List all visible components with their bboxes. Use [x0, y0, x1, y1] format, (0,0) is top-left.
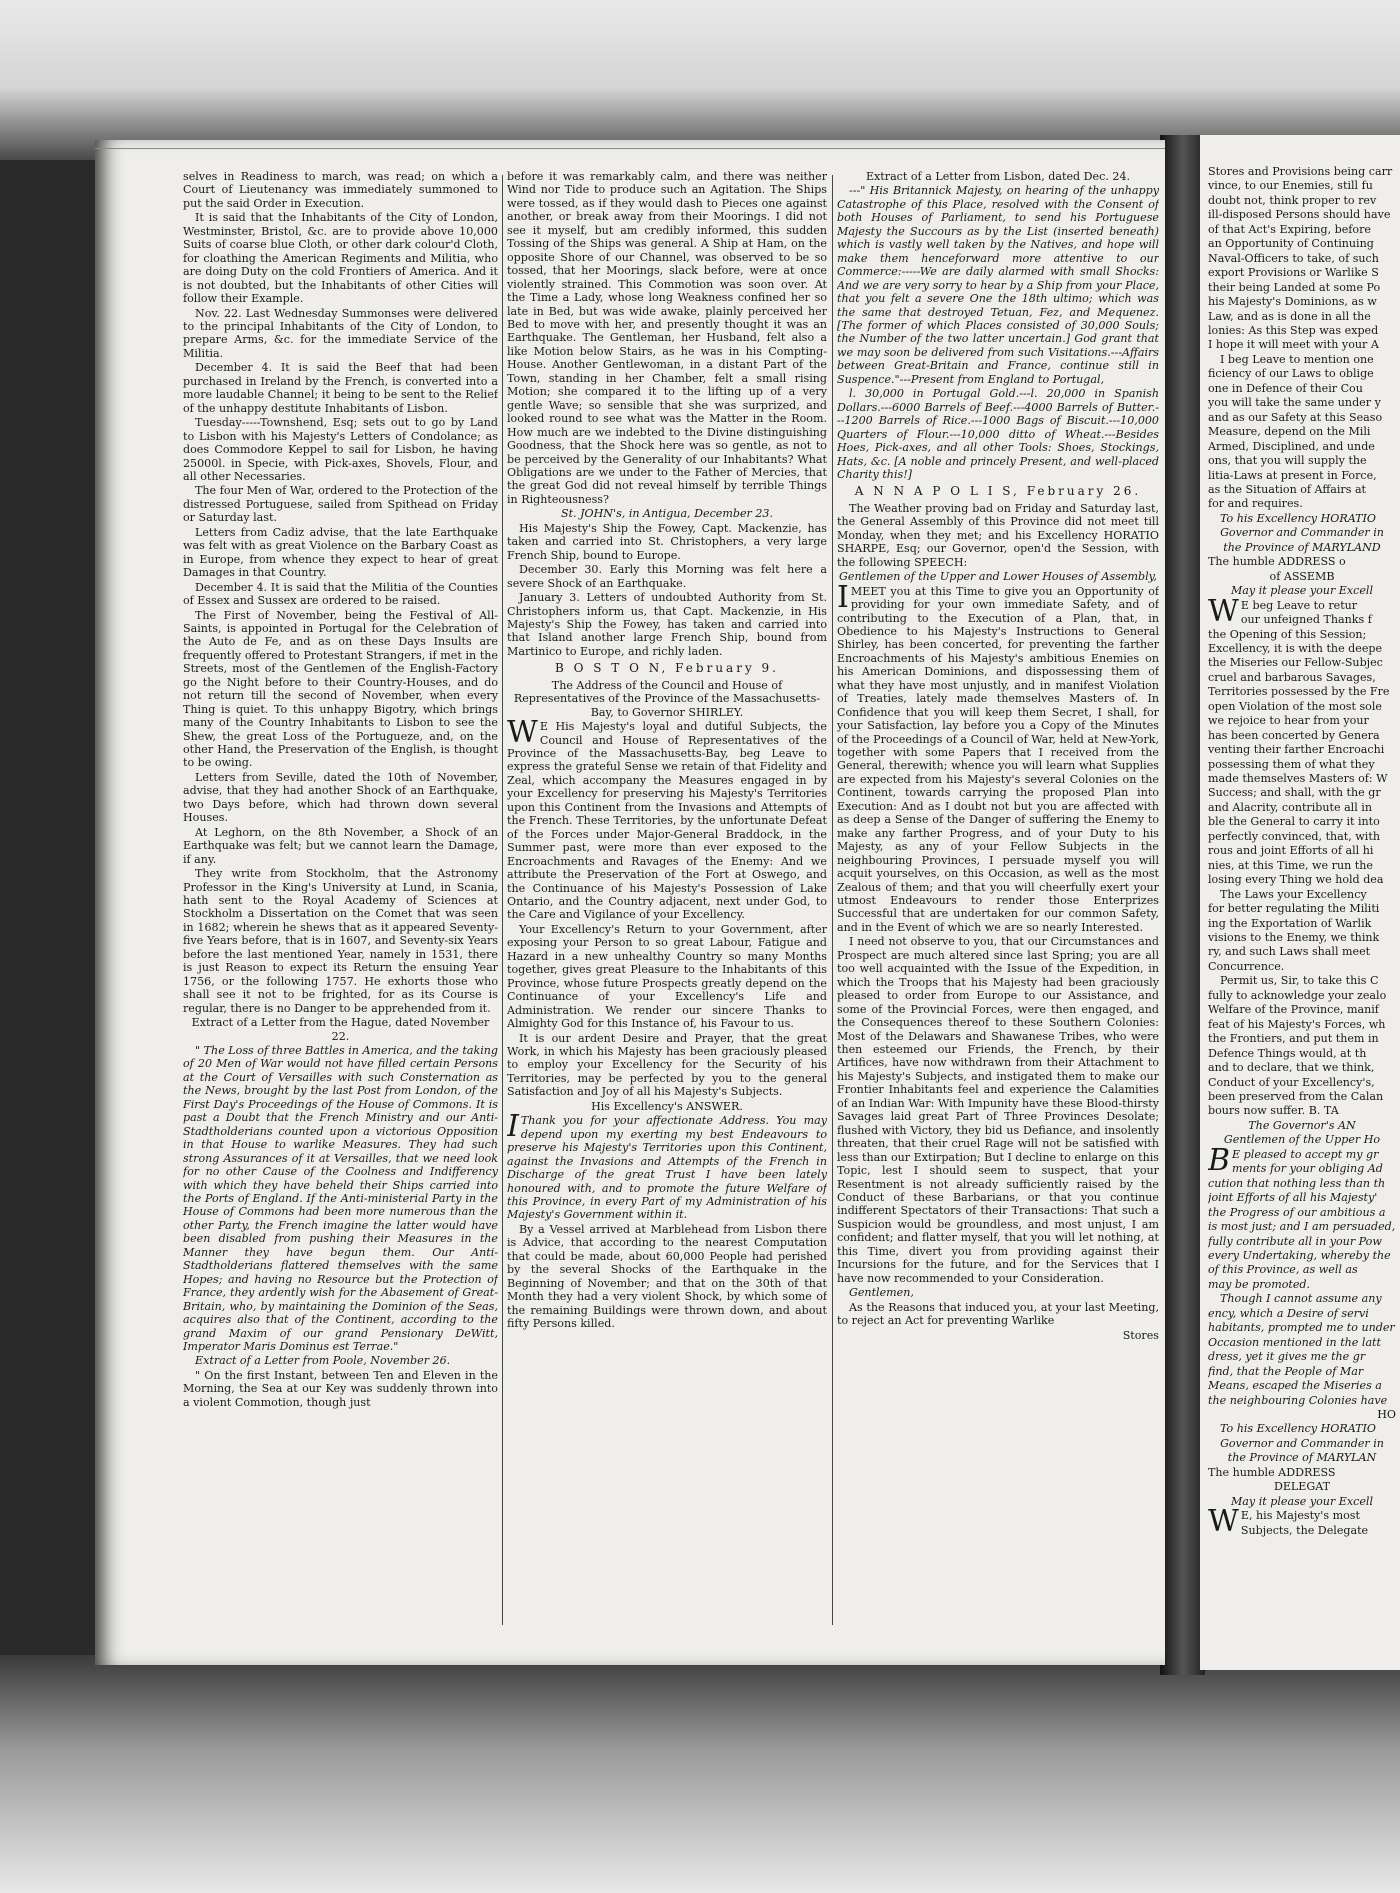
article-paragraph: I MEET you at this Time to give you an Opportunity of providing for your own immediate Safety, and of contributing to the Execution of a Plan, that, in Obedience to his Majesty's Instructions to General Shirley, has been concerted, for preventing the farther Encroachments of his Majesty's ambitious Enemies on his American Dominions, and dispossessing them of what they have most unjustly, and in manifest Violation of Treaties, lately made themselves Masters of. In Confidence that you will keep them Secret, I shall, for your Satisfaction, lay before you a Copy of the Minutes of the Proceedings of a Council of War, held at New-York, together with some Papers that I received from the General, therewith; whence you will learn what Supplies are expected from his Majesty's several Colonies on the Continent, towards carrying the proposed Plan into Execution: And as I doubt not but you are affected with as deep a Sense of the Danger of suffering the Enemy to make any farther Progress, and of your Duty to his Majesty, as any of your Fellow Subjects in the neighbouring Provinces, I persuade myself you will acquit yourselves, on this Occasion, as well as the most Zealous of them; and that you will cheerfully exert your utmost Endeavours to render those Enterprizes Successful that are undertaken for our common Safety, and in the Event of which we are so nearly Interested.	[837, 579, 1159, 934]
article-paragraph: one in Defence of their Cou	[1208, 381, 1363, 395]
article-paragraph: l. 30,000 in Portugal Gold.---l. 20,000 in Spanish Dollars.---6000 Barrels of Beef.---4000 Barrels of Butter.---1200 Barrels of Rice.---1000 Bags of Biscuit.---10,000 Quarters of Flour.---10,000 ditto of Wheat.---Besides Hoes, Pick-axes, and all other Tools: Shoes, Stockings, Hats, &c. [A noble and princely Present, and well-placed Charity this!]	[837, 387, 1159, 481]
article-paragraph: ---" His Britannick Majesty, on hearing of the unhappy Catastrophe of this Place, resolved with the Consent of both Houses of Parliament, to send his Portuguese Majesty the Succours as by the List (inserted beneath) which is vastly well taken by the Natives, and hope will make them henceforward more attentive to our Commerce:-----We are daily alarmed with small Shocks: And we are very sorry to hear by a Ship from your Place, that you felt a severe One the 18th ultimo; which was the same that destroyed Tetuan, Fez, and Mequenez. [The former of which Places consisted of 30,000 Souls; the Number of the two latter uncertain.] God grant that we may soon be delivered from such Visitations.---Affairs between Great-Britain and France, continue still in Suspence."---Present from England to Portugal,	[837, 184, 1159, 386]
article-paragraph: ency, which a Desire of servi	[1208, 1306, 1369, 1320]
article-paragraph: and Alacrity, contribute all in	[1208, 800, 1373, 814]
article-paragraph: Concurrence.	[1208, 959, 1285, 973]
article-paragraph: Law, and as is done in all the	[1208, 309, 1371, 323]
article-paragraph: As the Reasons that induced you, at your last Meeting, to reject an Act for preventing Warlike	[837, 1300, 1159, 1328]
article-paragraph: for better regulating the Militi	[1208, 902, 1380, 916]
article-paragraph: ill-disposed Persons should have	[1208, 208, 1391, 222]
article-paragraph: ing the Exportation of Warlik	[1208, 916, 1372, 930]
article-paragraph: Territories possessed by the Fre	[1208, 685, 1390, 699]
article-paragraph: open Violation of the most sole	[1208, 699, 1382, 713]
article-paragraph: before it was remarkably calm, and there was neither Wind nor Tide to produce such an Agitation. The Ships were tossed, as if they would dash to Pieces one against another, or break away from their Moorings. I did not see it myself, but am credibly informed, this sudden Tossing of the Ships was general. A Ship at Ham, on the opposite Shore of our Channel, was observed to be so tossed, that her Moorings, slack before, were at once violently strained. This Commotion was soon over. At the Time a Lady, whose long Weakness confined her so late in Bed, but was wide awake, plainly perceived her Bed to move with her, and presently thought it was an Earthquake. The Gentleman, her Husband, felt also a like Motion below Stairs, as he was in his Compting-House. Another Gentlewoman, in a distant Part of the Town, standing in her Chamber, felt a small rising Motion; she compared it to the lifting up of a very gentle Wave; so sensible that she was surprized, and looked round to see what was the Matter in the Room. How much are we indebted to the Divine distinguishing Goodness, that the Shock here was so gentle, as not to be perceived by the Generality of our Inhabitants? What Obligations are we under to the Father of Mercies, that the great God did not reveal himself by terrible Things in Righteousness?	[507, 170, 827, 506]
article-paragraph: rous and joint Efforts of all hi	[1208, 844, 1374, 858]
article-paragraph: fully to acknowledge your zealo	[1208, 988, 1387, 1002]
article-paragraph: as the Situation of Affairs at	[1208, 482, 1367, 496]
article-paragraph: been preserved from the Calan	[1208, 1090, 1384, 1103]
article-paragraph: the Miseries our Fellow-Subjec	[1208, 656, 1383, 670]
article-paragraph: the Progress of our ambitious a	[1208, 1205, 1386, 1219]
article-paragraph: W E, his Majesty's most	[1208, 1504, 1360, 1540]
article-paragraph: our unfeigned Thanks f	[1240, 613, 1372, 627]
article-paragraph: ficiency of our Laws to oblige	[1208, 367, 1374, 381]
article-paragraph: Stores	[1122, 1328, 1159, 1342]
article-paragraph: find, that the People of Mar	[1208, 1364, 1364, 1378]
article-paragraph: December 4. It is said that the Militia of the Counties of Essex and Sussex are ordered to be raised.	[183, 580, 498, 608]
article-paragraph: It is our ardent Desire and Prayer, that the great Work, in which his Majesty has been graciously pleased to employ your Excellency for the Security of his Territories, may be perfected by you to the general Satisfaction and Joy of all his Majesty's Subjects.	[507, 1031, 827, 1099]
article-paragraph: Means, escaped the Miseries a	[1208, 1379, 1382, 1393]
article-paragraph: is most just; and I am persuaded,	[1208, 1220, 1396, 1234]
text-column-1	[183, 170, 498, 1650]
article-paragraph: nies, at this Time, we run the	[1208, 858, 1373, 872]
article-paragraph: ments for your obliging Ad	[1232, 1162, 1383, 1176]
article-paragraph: Extract of a Letter from the Hague, dated November 22.	[191, 1016, 490, 1043]
article-paragraph: the neighbouring Colonies have	[1208, 1393, 1388, 1407]
article-paragraph: Naval-Officers to take, of such	[1208, 251, 1379, 265]
article-paragraph: January 3. Letters of undoubted Authority from St. Christophers inform us, that Capt. Mackenzie, in His Majesty's Ship the Fowey, has taken and carried into that Island another large French Ship, bound from Martinico to Europe, and richly laden.	[507, 591, 827, 658]
article-paragraph: At Leghorn, on the 8th November, a Shock of an Earthquake was felt; but we cannot learn the Damage, if any.	[183, 825, 498, 866]
article-paragraph: December 30. Early this Morning was felt here a severe Shock of an Earthquake.	[507, 563, 827, 590]
article-paragraph: Armed, Disciplined, and unde	[1208, 439, 1375, 453]
drop-cap-letter: I	[837, 579, 849, 615]
article-paragraph: The four Men of War, ordered to the Protection of the distressed Portuguese, sailed from Spithead on Friday or Saturday last.	[183, 484, 498, 525]
article-paragraph: The humble ADDRESS o	[1208, 555, 1346, 569]
article-paragraph: May it please your Excell	[1230, 1494, 1374, 1508]
article-paragraph: the Opening of this Session;	[1208, 627, 1367, 641]
article-paragraph: May it please your Excell	[1230, 584, 1374, 598]
article-paragraph: venting their farther Encroachi	[1208, 743, 1385, 757]
article-paragraph: Permit us, Sir, to take this C	[1220, 974, 1379, 988]
article-paragraph: lonies: As this Step was exped	[1208, 323, 1379, 337]
article-paragraph: Governor and Commander in	[1220, 1436, 1384, 1450]
article-paragraph: The First of November, being the Festival of All-Saints, is appointed in Portugal for the Celebration of the Auto de Fe, and as on these Days Insults are frequently offered to Protestant Strangers, if met in the Streets, most of the Gentlemen of the English-Factory go the Night before to their Country-Houses, and do not return till the second of November, when every Thing is quiet. To this unhappy Bigotry, which brings many of the Country Inhabitants to Lisbon to see the Shew, the great Loss of the Portugueze, and, on the other Hand, the Preservation of the English, is thought to be owing.	[183, 608, 498, 770]
article-paragraph: Conduct of your Excellency's,	[1208, 1075, 1375, 1089]
drop-cap-letter: W	[507, 715, 538, 751]
article-paragraph: fully contribute all in your Pow	[1208, 1234, 1382, 1248]
page-top-rule	[95, 148, 1165, 149]
article-paragraph: habitants, prompted me to under	[1208, 1321, 1395, 1335]
drop-cap-letter: I	[507, 1109, 519, 1145]
article-paragraph: Occasion mentioned in the latt	[1208, 1335, 1381, 1349]
article-paragraph: Subjects, the Delegate	[1240, 1523, 1369, 1537]
article-paragraph: perfectly convinced, that, with	[1208, 829, 1380, 843]
article-paragraph: the Province of MARYLAND	[1223, 540, 1381, 554]
article-paragraph: Tuesday-----Townshend, Esq; sets out to go by Land to Lisbon with his Majesty's Letters of Condolance; as does Commodore Keppel to sail for Lisbon, he having 25000l. in Specie, with Pick-axes, Shovels, Flour, and all other Necessaries.	[183, 416, 498, 483]
article-paragraph: Excellency, it is with the deepe	[1208, 641, 1383, 655]
article-paragraph: HO	[1377, 1407, 1396, 1421]
article-paragraph: cruel and barbarous Savages,	[1208, 670, 1376, 684]
article-paragraph: Welfare of the Province, manif	[1208, 1003, 1379, 1017]
article-paragraph: possessing them of what they	[1208, 757, 1375, 771]
article-paragraph: W E His Majesty's loyal and dutiful Subjects, the Council and House of Representatives of the Province of the Massachusetts-Bay, beg Leave to express the grateful Sense we retain of that Fidelity and Zeal, which accompany the Measures engaged in by your Excellency for preserving his Majesty's Territories upon this Continent from the Invasions and Attempts of the French. These Territories, by the unfortunate Defeat of the Forces under Major-General Braddock, in the Summer past, were more than ever exposed to the Encroachments and Ravages of the Enemy: And we attribute the Preservation of the Fort at Oswego, and the Continuance of his Majesty's Possession of Lake Ontario, and the Country adjacent, next under God, to the Care and Vigilance of your Excellency.	[507, 715, 827, 922]
dateline-heading: A N N A P O L I S, February 26.	[854, 484, 1142, 499]
column-rule	[502, 175, 503, 1625]
article-paragraph: His Majesty's Ship the Fowey, Capt. Mackenzie, has taken and carried into St. Christophers, a very large French Ship, bound to Europe.	[507, 521, 827, 562]
newspaper-page-right	[1200, 135, 1400, 1670]
article-paragraph: St. JOHN's, in Antigua, December 23.	[560, 507, 774, 521]
article-paragraph: To his Excellency HORATIO	[1220, 511, 1377, 525]
article-paragraph: joint Efforts of all his Majesty'	[1208, 1191, 1378, 1205]
column-rule	[832, 175, 833, 1625]
article-paragraph: Gentlemen,	[849, 1286, 914, 1300]
article-paragraph: Governor and Commander in	[1220, 526, 1384, 540]
article-paragraph: B E pleased to accept my gr	[1208, 1142, 1379, 1178]
text-column-4	[1208, 165, 1396, 1645]
article-paragraph: The Address of the Council and House of Representatives of the Province of the Massachusetts-Bay, to Governor SHIRLEY.	[513, 678, 821, 719]
article-paragraph: may be promoted.	[1208, 1277, 1311, 1291]
article-paragraph: Your Excellency's Return to your Government, after exposing your Person to so great Labour, Fatigue and Hazard in a new unhealthy Country so many Months together, gives great Pleasure to the Inhabitants of this Province, whose future Prospects greatly depend on the Continuance of your Excellency's Life and Administration. We render our sincere Thanks to Almighty God for this Instance of, his Favour to us.	[507, 922, 827, 1031]
article-paragraph: The Laws your Excellency	[1220, 887, 1367, 901]
article-paragraph: I beg Leave to mention one	[1220, 352, 1374, 366]
article-paragraph: and to declare, that we think,	[1208, 1061, 1375, 1075]
article-paragraph: has been concerted by Genera	[1208, 728, 1380, 742]
article-paragraph: Stores and Provisions being carr	[1208, 165, 1393, 178]
article-paragraph: an Opportunity of Continuing	[1208, 237, 1374, 251]
article-paragraph: selves in Readiness to march, was read; on which a Court of Lieutenancy was immediately summoned to put the said Order in Execution.	[183, 170, 498, 210]
article-paragraph: of ASSEMB	[1269, 569, 1335, 583]
article-paragraph: the Frontiers, and put them in	[1208, 1032, 1379, 1046]
article-paragraph: every Undertaking, whereby the	[1208, 1248, 1391, 1262]
drop-cap-letter: W	[1208, 593, 1239, 629]
article-paragraph: Measure, depend on the Mili	[1208, 425, 1371, 439]
article-paragraph: Letters from Seville, dated the 10th of November, advise, that they had another Shock of an Earthquake, two Days before, which had thrown down several Houses.	[183, 770, 498, 825]
article-paragraph: Gentlemen of the Upper and Lower Houses of Assembly,	[839, 570, 1157, 584]
article-paragraph: December 4. It is said the Beef that had been purchased in Ireland by the French, is converted into a more laudable Channel; it being to be sent to the Relief of the unhappy destitute Inhabitants of Lisbon.	[183, 361, 498, 415]
article-paragraph: cution that nothing less than th	[1208, 1176, 1386, 1190]
text-column-3	[837, 170, 1159, 1650]
article-paragraph: It is said that the Inhabitants of the City of London, Westminster, Bristol, &c. are to provide above 10,000 Suits of coarse blue Cloth, or other dark colour'd Cloth, for cloathing the American Regiments and Militia, who are doing Duty on the cold Frontiers of America. And it is not doubted, but the Inhabitants of other Cities will follow their Example.	[183, 211, 498, 306]
article-paragraph: ons, that you will supply the	[1208, 454, 1367, 468]
article-paragraph: " The Loss of three Battles in America, and the taking of 20 Men of War would not have filled certain Persons at the Court of Versailles with such Consternation as the News, brought by the last Post from London, of the First Day's Proceedings of the House of Commons. It is past a Doubt that the French Ministry and our Anti-Stadtholderians counted upon a victorious Opposition in that House to warlike Measures. They had such strong Assurances of it at Versailles, that we need look for no other Cause of the Coolness and Indifferency with which they have beheld their Ships carried into the Ports of England. If the Anti-ministerial Party in the House of Commons had been more numerous than the other Party, the French imagine the latter would have been disabled from pushing their Measures in the Manner they have begun them. Our Anti-Stadtholderians flattered themselves with the same Hopes; and having no Resource but the Protection of France, they ardently wish for the Abasement of Great-Britain, who, by maintaining the Dominion of the Seas, acquires also that of the Continent, according to the grand Maxim of our grand Pensionary DeWitt, Imperator Maris Dominus est Terrae."	[183, 1044, 498, 1353]
article-paragraph: vince, to our Enemies, still fu	[1208, 179, 1373, 193]
article-paragraph: you will take the same under y	[1208, 396, 1381, 410]
newspaper-page-left	[95, 140, 1165, 1665]
article-paragraph: Extract of a Letter from Poole, November 26.	[195, 1354, 451, 1368]
article-paragraph: To his Excellency HORATIO	[1220, 1422, 1377, 1436]
article-paragraph: I Thank you for your affectionate Address. You may depend upon my exerting my best Endeavours to preserve his Majesty's Territories upon this Continent, against the Invasions and Attempts of the French in Discharge of the great Trust I have been lately honoured with, and to promote the future Welfare of this Province, in every Part of my Administration of his Majesty's Government within it.	[507, 1109, 827, 1222]
article-paragraph: we rejoice to hear from your	[1208, 714, 1369, 728]
scan-backdrop-bottom	[0, 1655, 1400, 1893]
article-paragraph: for and requires.	[1208, 497, 1303, 511]
article-paragraph: Extract of a Letter from Lisbon, dated Dec. 24.	[865, 170, 1131, 183]
article-paragraph: ble the General to carry it into	[1208, 815, 1380, 829]
book-gutter	[1160, 135, 1205, 1675]
article-paragraph: made themselves Masters of: W	[1208, 772, 1388, 786]
article-paragraph: They write from Stockholm, that the Astronomy Professor in the King's University at Lund, in Scania, hath sent to the Royal Academy of Sciences at Stockholm a Dissertation on the Comet that was seen in 1682; wherein he shews that as it appeared Seventy-five Years before, that is in 1607, and Seventy-six Years before the last mentioned Year, namely in 1531, there is just Reason to expect its Return the ensuing Year 1756, or the following 1757. He exhorts those who shall see it not to be frighted, for as its Course is regular, there is no Danger to be apprehended from it.	[183, 867, 498, 1015]
drop-cap-letter: W	[1208, 1504, 1239, 1540]
dateline-heading: B O S T O N, February 9.	[554, 661, 779, 676]
article-paragraph: export Provisions or Warlike S	[1208, 266, 1379, 280]
article-paragraph: The Weather proving bad on Friday and Saturday last, the General Assembly of this Province did not meet till Monday, when they met; and his Excellency HORATIO SHARPE, Esq; our Governor, open'd the Session, with the following SPEECH:	[837, 501, 1159, 569]
article-paragraph: Nov. 22. Last Wednesday Summonses were delivered to the principal Inhabitants of the City of London, to prepare Arms, &c. for the immediate Service of the Militia.	[183, 306, 498, 360]
article-paragraph: litia-Laws at present in Force,	[1208, 468, 1377, 482]
article-paragraph: Though I cannot assume any	[1220, 1292, 1382, 1306]
article-paragraph: ry, and such Laws shall meet	[1208, 945, 1371, 959]
article-paragraph: Defence Things would, at th	[1208, 1046, 1367, 1060]
article-paragraph: W E beg Leave to retur	[1208, 593, 1358, 629]
article-paragraph: Gentlemen of the Upper Ho	[1223, 1133, 1381, 1147]
article-paragraph: I need not observe to you, that our Circumstances and Prospect are much altered since last Spring; you are all too well acquainted with the Issue of the Expedition, in which the Troops that his Majesty had been graciously pleased to order from Europe to our Assistance, and some of the Provincial Forces, were then engaged, and the Consequences thereof to these Southern Colonies: Most of the Delawars and Shawanese Tribes, who were then esteemed our Friends, the French, by their Artifices, have now withdrawn from their Attachment to his Majesty's Subjects, and instigated them to make our Frontier Inhabitants feel and experience the Calamities of an Indian War: With Impunity have these Blood-thirsty Savages laid great Part of Three Provinces Desolate; flushed with Victory, they bid us Defiance, and insolently threaten, that their cruel Rage will not be satisfied with less than our Extirpation; But I decline to enlarge on this Topic, lest I should seem to suspect, that your Resentment is not already sufficiently raised by the Conduct of these Barbarians, or that you continue indifferent Spectators of their Transactions: That such a Suspicion would be groundless, and most unjust, I am confident; and flatter myself, that you will let nothing, at this Time, divert you from providing against their Incursions for the future, and for the Services that I have now recommended to your Consideration.	[837, 935, 1159, 1285]
article-paragraph: visions to the Enemy, we think	[1208, 931, 1380, 945]
article-paragraph: The humble ADDRESS	[1208, 1465, 1336, 1479]
article-paragraph: By a Vessel arrived at Marblehead from Lisbon there is Advice, that according to the nearest Computation that could be made, about 60,000 People had perished by the several Shocks of the Earthquake in the Beginning of November; and that on the 30th of that Month they had a very violent Shock, by which some of the remaining Buildings were thrown down, and about fifty Persons killed.	[507, 1222, 827, 1331]
article-paragraph: bours now suffer. B. TA	[1208, 1104, 1339, 1118]
text-column-2	[507, 170, 827, 1650]
article-paragraph: " On the first Instant, between Ten and Eleven in the Morning, the Sea at our Key was suddenly thrown into a violent Commotion, though just	[183, 1368, 498, 1409]
article-paragraph: feat of his Majesty's Forces, wh	[1208, 1017, 1386, 1031]
article-paragraph: Success; and shall, with the gr	[1208, 786, 1381, 800]
article-paragraph: and as our Safety at this Seaso	[1208, 410, 1383, 424]
article-paragraph: their being Landed at some Po	[1208, 280, 1381, 294]
article-paragraph: his Majesty's Dominions, as w	[1208, 295, 1377, 309]
article-paragraph: The Governor's AN	[1248, 1118, 1356, 1132]
article-paragraph: of that Act's Expiring, before	[1208, 222, 1371, 236]
article-paragraph: I hope it will meet with your A	[1208, 338, 1379, 352]
article-paragraph: His Excellency's ANSWER.	[591, 1099, 743, 1113]
article-paragraph: doubt not, think proper to rev	[1208, 193, 1377, 207]
article-paragraph: Letters from Cadiz advise, that the late Earthquake was felt with as great Violence on the Barbary Coast as in Europe, from whence they expect to hear of great Damages in that Country.	[183, 525, 498, 580]
article-paragraph: dress, yet it gives me the gr	[1208, 1350, 1366, 1364]
article-paragraph: of this Province, as well as	[1208, 1263, 1358, 1277]
drop-cap-letter: B	[1208, 1142, 1231, 1178]
article-paragraph: the Province of MARYLAN	[1227, 1451, 1377, 1465]
article-paragraph: losing every Thing we hold dea	[1208, 873, 1384, 887]
article-paragraph: DELEGAT	[1273, 1480, 1331, 1494]
